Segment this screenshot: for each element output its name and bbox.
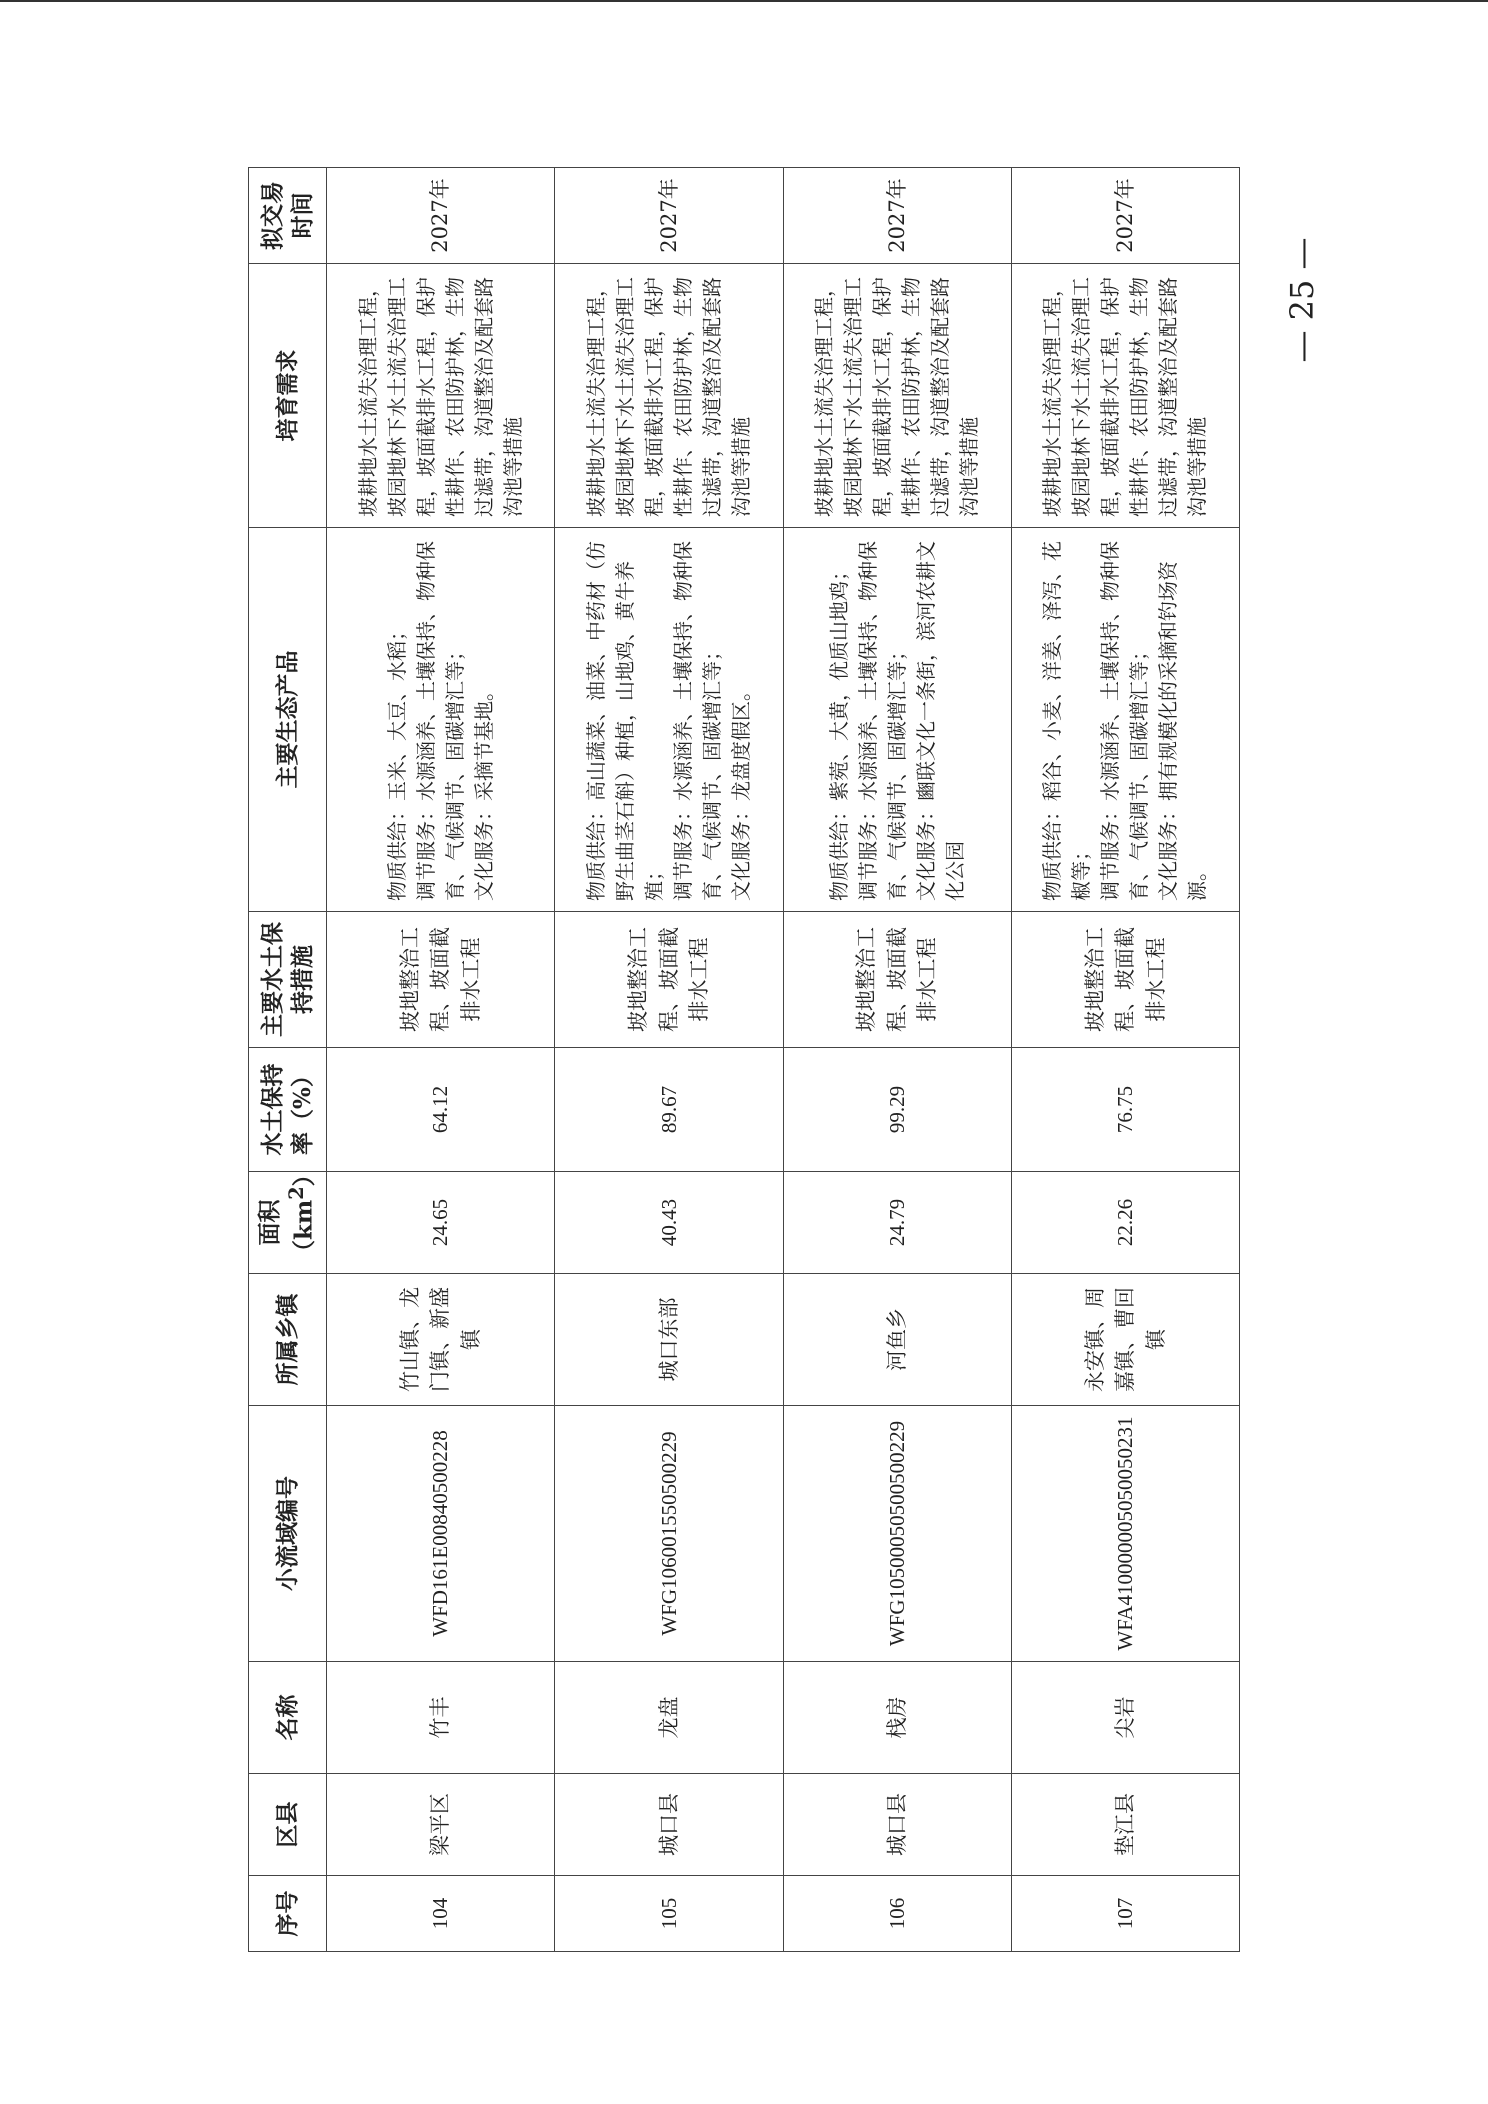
cell-products: 物质供给：玉米、大豆、水稻； 调节服务：水源涵养、土壤保持、物种保育、气候调节、固碳增汇等； 文化服务：采摘节基地。 (327, 528, 555, 912)
header-area-sup: 2 (285, 1186, 309, 1200)
cell-measures: 坡地整治工程、坡面截排水工程 (327, 912, 555, 1048)
cell-products: 物质供给：高山蔬菜、油菜、中药材（仿野生曲茎石斛）种植，山地鸡、黄牛养殖； 调节服务：水源涵养、土壤保持、物种保育、气候调节、固碳增汇等； 文化服务：龙盘度假区。 (555, 528, 783, 912)
cell-town: 城口东部 (555, 1274, 783, 1406)
cell-needs: 坡耕地水土流失治理工程，坡园地林下水土流失治理工程，坡面截排水工程，保护性耕作、农田防护林，生物过滤带，沟道整治及配套路沟池等措施 (327, 264, 555, 528)
cell-code: WFG10600155050022​9 (555, 1406, 783, 1662)
cell-needs: 坡耕地水土流失治理工程，坡园地林下水土流失治理工程，坡面截排水工程，保护性耕作、农田防护林，生物过滤带，沟道整治及配套路沟池等措施 (1011, 264, 1239, 528)
header-area-unit: （km (290, 1199, 318, 1263)
cell-county: 城口县 (555, 1774, 783, 1876)
cell-rate: 99.29 (783, 1048, 1011, 1172)
header-time: 拟交易时间 (249, 168, 327, 264)
table-row (783, 168, 1011, 1952)
header-needs: 培育需求 (249, 264, 327, 528)
cell-code: WFG10500050500500229 (783, 1406, 1011, 1662)
cell-town: 竹山镇、龙门镇、新盛镇 (327, 1274, 555, 1406)
cell-county: 垫江县 (1011, 1774, 1239, 1876)
cell-time: 2027年 (327, 168, 555, 264)
cell-needs: 坡耕地水土流失治理工程，坡园地林下水土流失治理工程，坡面截排水工程，保护性耕作、农田防护林，生物过滤带，沟道整治及配套路沟池等措施 (555, 264, 783, 528)
table-row (1011, 168, 1239, 1952)
cell-area: 40.43 (555, 1172, 783, 1274)
cell-seq: 107 (1011, 1876, 1239, 1952)
cell-county: 城口县 (783, 1774, 1011, 1876)
watershed-table (248, 167, 1240, 1952)
cell-time: 2027年 (555, 168, 783, 264)
cell-products: 物质供给：紫菀、大黄，优质山地鸡； 调节服务：水源涵养、土壤保持、物种保育、气候调节、固碳增汇等； 文化服务：豳联文化一条街，滨河农耕文化公园 (783, 528, 1011, 912)
cell-area: 24.65 (327, 1172, 555, 1274)
cell-rate: 89.67 (555, 1048, 783, 1172)
header-rate: 水土保持率（%） (249, 1048, 327, 1172)
header-area (249, 1163, 327, 1274)
cell-name: 栈房 (783, 1662, 1011, 1774)
page-number: — 25 — (1283, 237, 1321, 363)
cell-name: 龙盘 (555, 1662, 783, 1774)
rotated-table-container (248, 168, 1240, 1952)
cell-rate: 76.75 (1011, 1048, 1239, 1172)
header-measures: 主要水土保持措施 (249, 912, 327, 1048)
header-name: 名称 (249, 1662, 327, 1774)
cell-code: WFD161E0084050022​8 (327, 1406, 555, 1662)
table-row (555, 168, 783, 1952)
header-county: 区县 (249, 1774, 327, 1876)
cell-needs: 坡耕地水土流失治理工程，坡园地林下水土流失治理工程，坡面截排水工程，保护性耕作、农田防护林，生物过滤带，沟道整治及配套路沟池等措施 (783, 264, 1011, 528)
cell-area: 22.26 (1011, 1172, 1239, 1274)
cell-products: 物质供给：稻谷、小麦、洋姜、泽泻、花椒等； 调节服务：水源涵养、土壤保持、物种保育、气候调节、固碳增汇等； 文化服务：拥有规模化的采摘和钓场资源。 (1011, 528, 1239, 912)
cell-time: 2027年 (783, 168, 1011, 264)
header-code: 小流域编号 (249, 1406, 327, 1662)
header-area-close: ） (290, 1163, 318, 1187)
cell-measures: 坡地整治工程、坡面截排水工程 (1011, 912, 1239, 1048)
header-area-label: 面积 (256, 1199, 284, 1246)
cell-measures: 坡地整治工程、坡面截排水工程 (555, 912, 783, 1048)
cell-name: 尖岩 (1011, 1662, 1239, 1774)
cell-rate: 64.12 (327, 1048, 555, 1172)
top-rule (0, 0, 1488, 2)
cell-name: 竹丰 (327, 1662, 555, 1774)
table-row (327, 168, 555, 1952)
header-town: 所属乡镇 (249, 1274, 327, 1406)
cell-area: 24.79 (783, 1172, 1011, 1274)
cell-time: 2027年 (1011, 168, 1239, 264)
header-products: 主要生态产品 (249, 528, 327, 912)
cell-county: 梁平区 (327, 1774, 555, 1876)
cell-seq: 106 (783, 1876, 1011, 1952)
cell-seq: 105 (555, 1876, 783, 1952)
cell-code: WFA41000000505005023​1 (1011, 1406, 1239, 1662)
cell-measures: 坡地整治工程、坡面截排水工程 (783, 912, 1011, 1048)
cell-town: 河鱼乡 (783, 1274, 1011, 1406)
header-row (249, 168, 327, 1952)
cell-town: 永安镇、周嘉镇、曹回镇 (1011, 1274, 1239, 1406)
cell-seq: 104 (327, 1876, 555, 1952)
header-seq: 序号 (249, 1876, 327, 1952)
